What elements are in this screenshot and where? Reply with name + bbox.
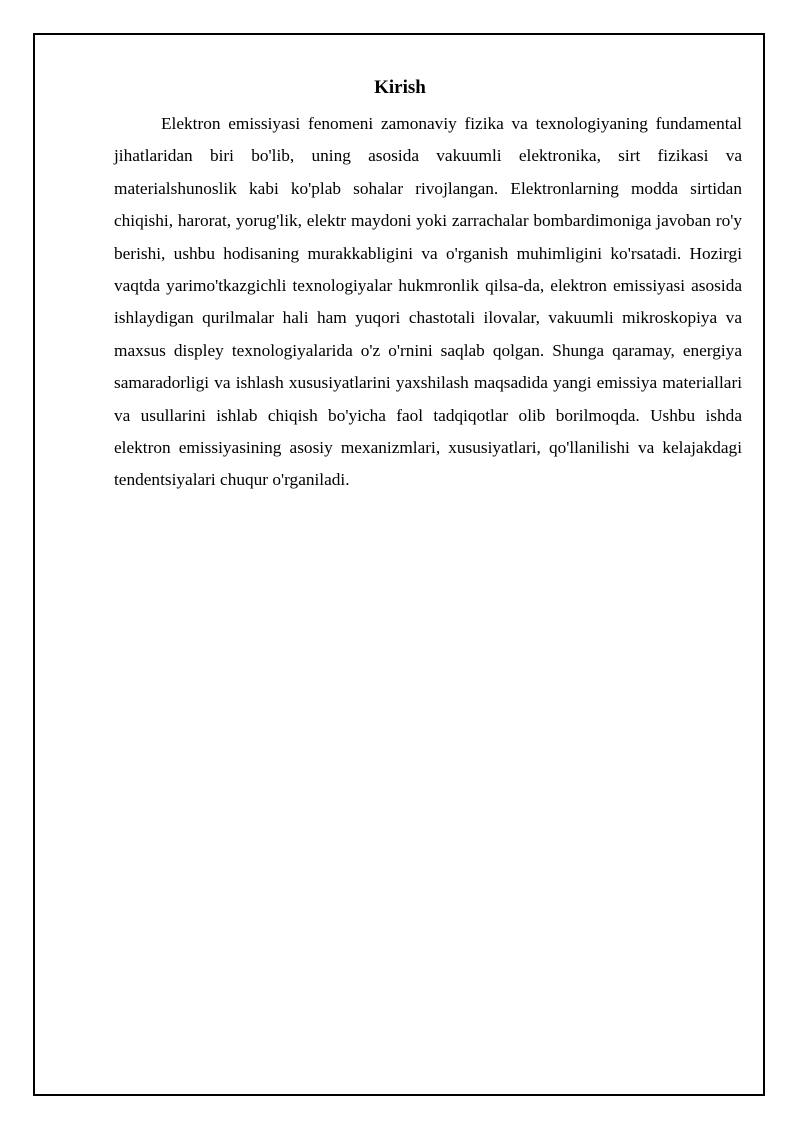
page-title: Kirish xyxy=(374,77,426,98)
body-paragraph: Elektron emissiyasi fenomeni zamonaviy fizika va texnologiyaning fundamental jihatlaridan biri bo'lib, uning asosida vakuumli elektronika, sirt fizikasi va materialshunoslik kabi ko'plab sohalar rivojlangan. Elektronlarning modda sirtidan chiqishi, harorat, yorug'lik, elektr maydoni yoki zarrachalar bombardimoniga javoban ro'y berishi, ushbu hodisaning murakkabligini va o'rganish muhimligini ko'rsatadi. Hozirgi vaqtda yarimo'tkazgichli texnologiyalar hukmronlik qilsa-da, elektron emissiyasi asosida ishlaydigan qurilmalar hali ham yuqori chastotali ilovalar, vakuumli mikroskopiya va maxsus displey texnologiyalarida o'z o'rnini saqlab qolgan. Shunga qaramay, energiya samaradorligi va ishlash xususiyatlarini yaxshilash maqsadida yangi emissiya materiallari va usullarini ishlab chiqish bo'yicha faol tadqiqotlar olib borilmoqda. Ushbu ishda elektron emissiyasining asosiy mexanizmlari, xususiyatlari, qo'llanilishi va kelajakdagi tendentsiyalari chuqur o'rganiladi. xyxy=(114,114,742,490)
